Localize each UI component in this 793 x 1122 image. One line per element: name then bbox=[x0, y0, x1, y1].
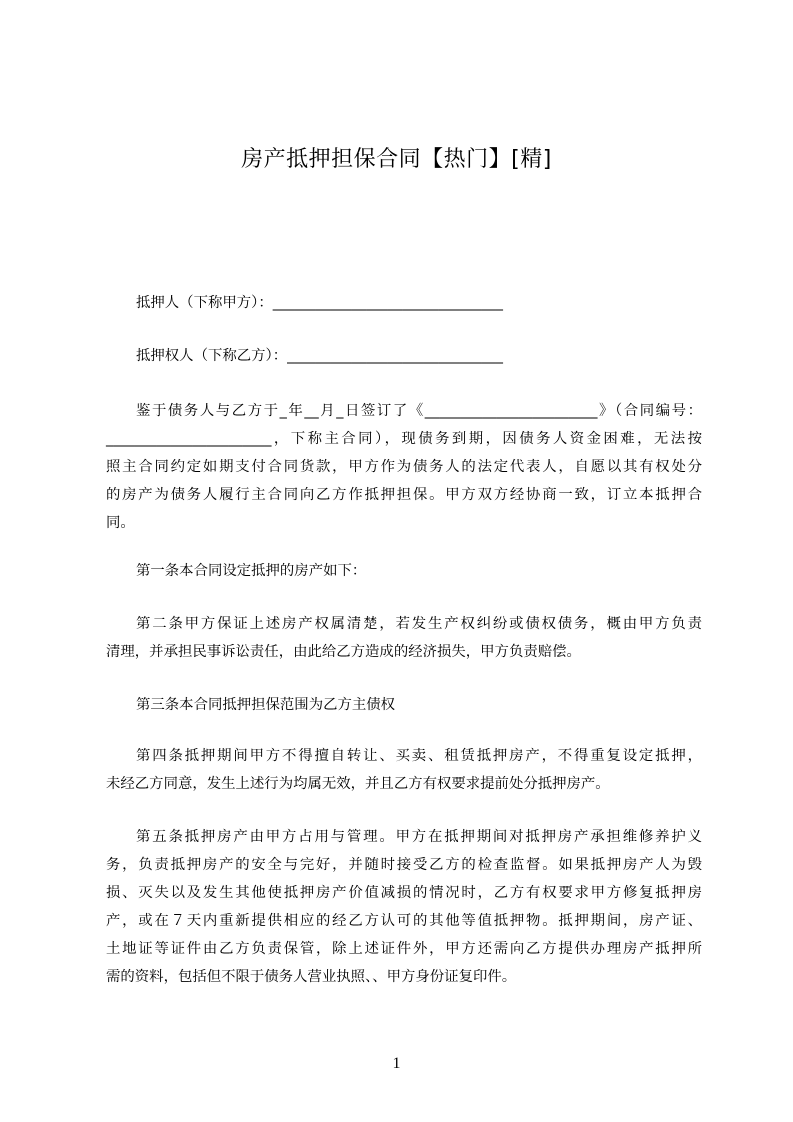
article-5-line-1: 第五条抵押房产由甲方占用与管理。甲方在抵押期间对抵押房产承担维修养护义 bbox=[136, 829, 702, 845]
article-2-line-1: 第二条甲方保证上述房产权属清楚，若发生产权纠纷或债权债务，概由甲方负责 bbox=[136, 616, 702, 632]
preamble-line-5: 同。 bbox=[106, 515, 135, 531]
article-2-line-2: 清理，并承担民事诉讼责任，由此给乙方造成的经济损失，甲方负责赔偿。 bbox=[106, 644, 581, 660]
article-5-line-2: 务，负责抵押房产的安全与完好，并随时接受乙方的检查监督。如果抵押房产人为毁 bbox=[106, 857, 702, 873]
article-4-line-2: 未经乙方同意，发生上述行为均属无效，并且乙方有权要求提前处分抵押房产。 bbox=[106, 776, 610, 792]
article-5-line-3: 损、灭失以及发生其他使抵押房产价值减损的情况时，乙方有权要求甲方修复抵押房 bbox=[106, 885, 702, 901]
article-5-line-5: 土地证等证件由乙方负责保管，除上述证件外，甲方还需向乙方提供办理房产抵押所 bbox=[106, 941, 702, 957]
mortgagee-line: 抵押权人（下称乙方）：______________________________ bbox=[136, 348, 503, 364]
page-number: 1 bbox=[392, 1055, 401, 1072]
preamble-line-2: _______________________，下称主合同），现债务到期，因债务人资金困难，无法按 bbox=[106, 431, 702, 447]
mortgagor-line: 抵押人（下称甲方）：________________________________ bbox=[136, 295, 503, 311]
article-3-line-1: 第三条本合同抵押担保范围为乙方主债权 bbox=[136, 697, 396, 713]
article-5-line-6: 需的资料，包括但不限于债务人营业执照、、甲方身份证复印件。 bbox=[106, 969, 517, 985]
preamble-line-4: 的房产为债务人履行主合同向乙方作抵押担保。甲方双方经协商一致，订立本抵押合 bbox=[106, 487, 702, 503]
preamble-line-3: 照主合同约定如期支付合同货款，甲方作为债务人的法定代表人，自愿以其有权处分 bbox=[106, 459, 702, 475]
document-title: 房产抵押担保合同【热门】[精] bbox=[241, 147, 552, 172]
article-5-line-4: 产，或在７天内重新提供相应的经乙方认可的其他等值抵押物。抵押期间，房产证、 bbox=[106, 913, 702, 929]
article-4-line-1: 第四条抵押期间甲方不得擅自转让、买卖、租赁抵押房产，不得重复设定抵押， bbox=[136, 748, 702, 764]
preamble-line-1: 鉴于债务人与乙方于_年__月_日签订了《________________________》（合同编号： bbox=[136, 403, 702, 419]
article-1-line-1: 第一条本合同设定抵押的房产如下： bbox=[136, 563, 367, 579]
